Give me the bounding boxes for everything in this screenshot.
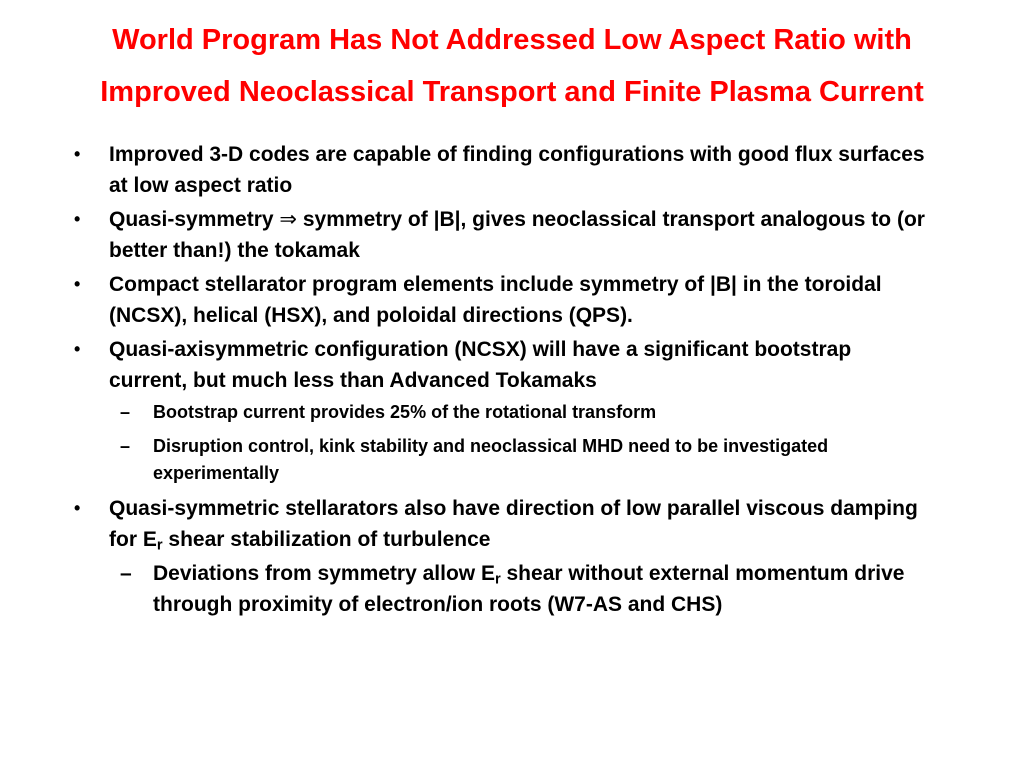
bullet-text: Improved 3-D codes are capable of finding configurations with good flux surfaces at low aspect ratio	[109, 143, 925, 197]
sub-bullet-item	[72, 433, 932, 487]
dash-icon: –	[120, 436, 131, 456]
bullet-text-part: shear stabilization of turbulence	[162, 528, 491, 551]
bullet-icon: •	[74, 274, 81, 294]
sub-bullet-item	[72, 399, 932, 426]
sub-bullet-text-part: shear without external momentum drive through proximity of electron/ion roots (W7-AS and CHS)	[153, 562, 905, 616]
bullet-text: Compact stellarator program elements include symmetry of |B| in the toroidal (NCSX), helical (HSX), and poloidal directions (QPS).	[109, 273, 882, 327]
sub-bullet-text: Bootstrap current provides 25% of the rotational transform	[153, 402, 657, 422]
bullet-text-part: Quasi-symmetric stellarators also have direction of low parallel viscous damping for E	[109, 497, 918, 551]
bullet-item	[72, 269, 932, 331]
title-line-1: World Program Has Not Addressed Low Aspect Ratio with	[112, 24, 912, 56]
dash-icon: –	[120, 562, 132, 585]
bullet-icon: •	[74, 339, 81, 359]
bullet-list	[72, 139, 932, 620]
implies-arrow-icon: ⇒	[279, 207, 298, 231]
subscript: r	[494, 571, 501, 588]
bullet-icon: •	[74, 144, 81, 164]
bullet-text	[109, 208, 925, 262]
sub-bullet-text: Disruption control, kink stability and neoclassical MHD need to be investigated experimentally	[153, 436, 829, 483]
bullet-text-part: symmetry of |B|, gives neoclassical transport analogous to (or better than!) the tokamak	[109, 208, 925, 262]
sub-bullet-item	[72, 558, 932, 620]
bullet-text: Quasi-axisymmetric configuration (NCSX) will have a significant bootstrap current, but much less than Advanced Tokamaks	[109, 338, 852, 392]
bullet-icon: •	[74, 498, 81, 518]
bullet-text	[109, 497, 918, 554]
sub-bullet-text	[153, 562, 904, 616]
dash-icon: –	[120, 402, 131, 422]
bullet-item	[72, 334, 932, 396]
title-line-2: Improved Neoclassical Transport and Finite Plasma Current	[100, 76, 924, 108]
subscript: r	[156, 537, 163, 554]
bullet-icon: •	[74, 209, 81, 229]
bullet-text-part: Quasi-symmetry	[109, 208, 280, 231]
bullet-item	[72, 139, 932, 201]
bullet-item	[72, 493, 932, 555]
bullet-item	[72, 204, 932, 266]
slide-title	[0, 14, 1024, 118]
sub-bullet-text-part: Deviations from symmetry allow E	[153, 562, 495, 585]
